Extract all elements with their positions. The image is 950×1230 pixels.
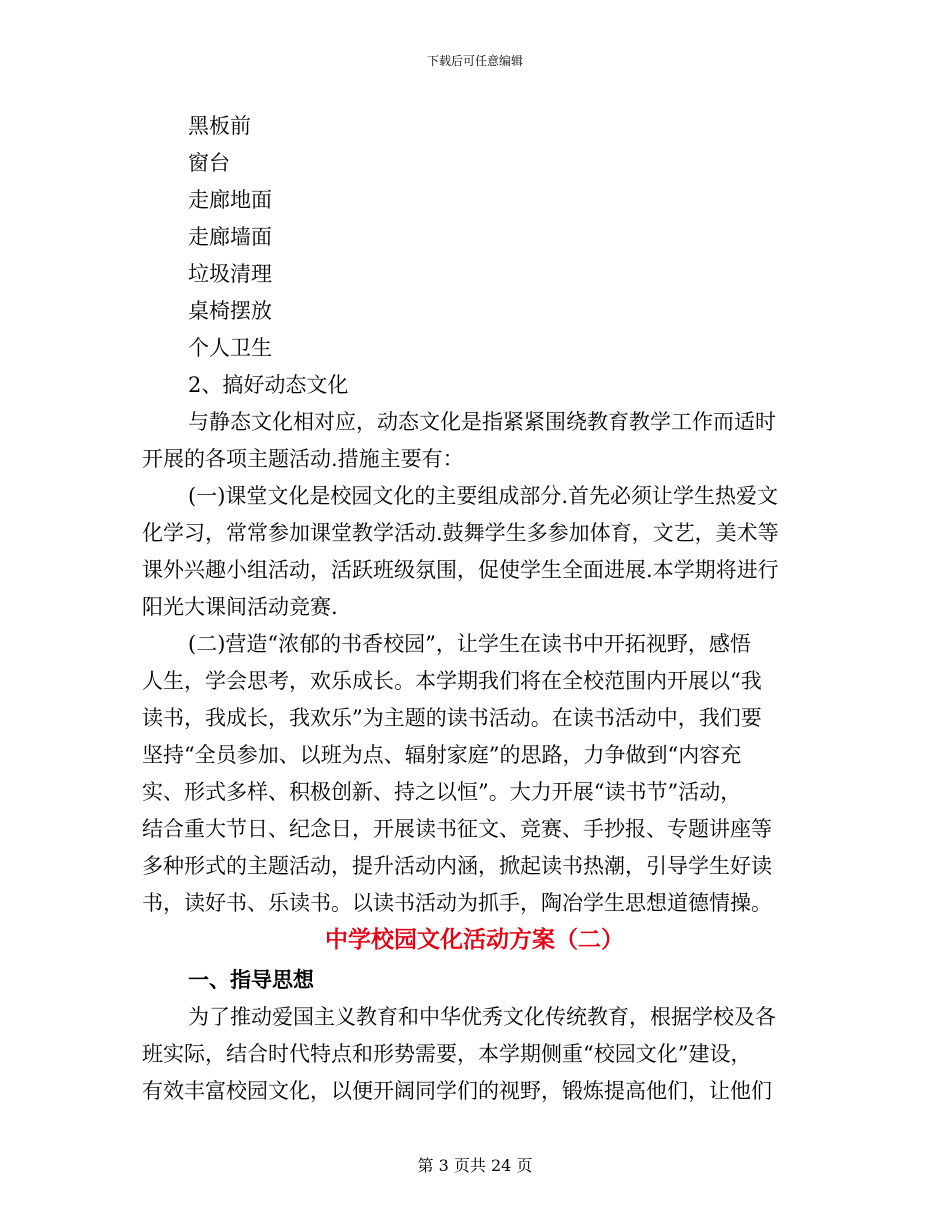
paragraph-line: 班实际，结合时代特点和形势需要，本学期侧重“校园文化”建设， (142, 1042, 752, 1066)
list-item: 个人卫生 (188, 336, 272, 360)
list-item: 走廊墙面 (188, 225, 272, 249)
list-item: 垃圾清理 (188, 262, 272, 286)
subheading: 一、指导思想 (188, 968, 314, 992)
paragraph-line: 有效丰富校园文化，以便开阔同学们的视野，锻炼提高他们，让他们 (142, 1079, 772, 1103)
list-item: 走廊地面 (188, 188, 272, 212)
list-item: 桌椅摆放 (188, 299, 272, 323)
paragraph-line: 与静态文化相对应，动态文化是指紧紧围绕教育教学工作而适时 (188, 410, 776, 434)
plan-title: 中学校园文化活动方案（二） (325, 927, 624, 953)
paragraph-line: 化学习，常常参加课堂教学活动.鼓舞学生多参加体育，文艺，美术等 (142, 521, 779, 545)
paragraph-line: 读书，我成长，我欢乐”为主题的读书活动。在读书活动中，我们要 (142, 706, 762, 730)
page-header-note: 下载后可任意编辑 (426, 54, 523, 68)
paragraph-line: 阳光大课间活动竞赛. (142, 595, 338, 619)
paragraph-line: 为了推动爱国主义教育和中华优秀文化传统教育，根据学校及各 (188, 1005, 776, 1029)
paragraph-line: 书，读好书、乐读书。以读书活动为抓手，陶冶学生思想道德情操。 (142, 891, 772, 915)
page-number: 第 3 页共 24 页 (417, 1156, 533, 1175)
list-item: 黑板前 (188, 114, 251, 138)
section-heading: 2、搞好动态文化 (188, 373, 349, 397)
paragraph-line: 坚持“全员参加、以班为点、辐射家庭”的思路，力争做到“内容充 (142, 743, 742, 767)
paragraph-line: 多种形式的主题活动，提升活动内涵，掀起读书热潮，引导学生好读 (142, 854, 772, 878)
paragraph-line: 结合重大节日、纪念日，开展读书征文、竞赛、手抄报、专题讲座等 (142, 817, 772, 841)
document-body (142, 108, 807, 1110)
list-item: 窗台 (188, 151, 230, 175)
paragraph-line: 实、形式多样、积极创新、持之以恒”。大力开展“读书节”活动， (142, 780, 742, 804)
paragraph-line: (一)课堂文化是校园文化的主要组成部分.首先必须让学生热爱文 (188, 484, 779, 508)
paragraph-line: (二)营造“浓郁的书香校园”，让学生在读书中开拓视野，感悟 (188, 632, 751, 656)
paragraph-line: 课外兴趣小组活动，活跃班级氛围，促使学生全面进展.本学期将进行 (142, 558, 779, 582)
paragraph-line: 开展的各项主题活动.措施主要有： (142, 447, 464, 471)
paragraph-line: 人生，学会思考，欢乐成长。本学期我们将在全校范围内开展以“我 (142, 669, 762, 693)
